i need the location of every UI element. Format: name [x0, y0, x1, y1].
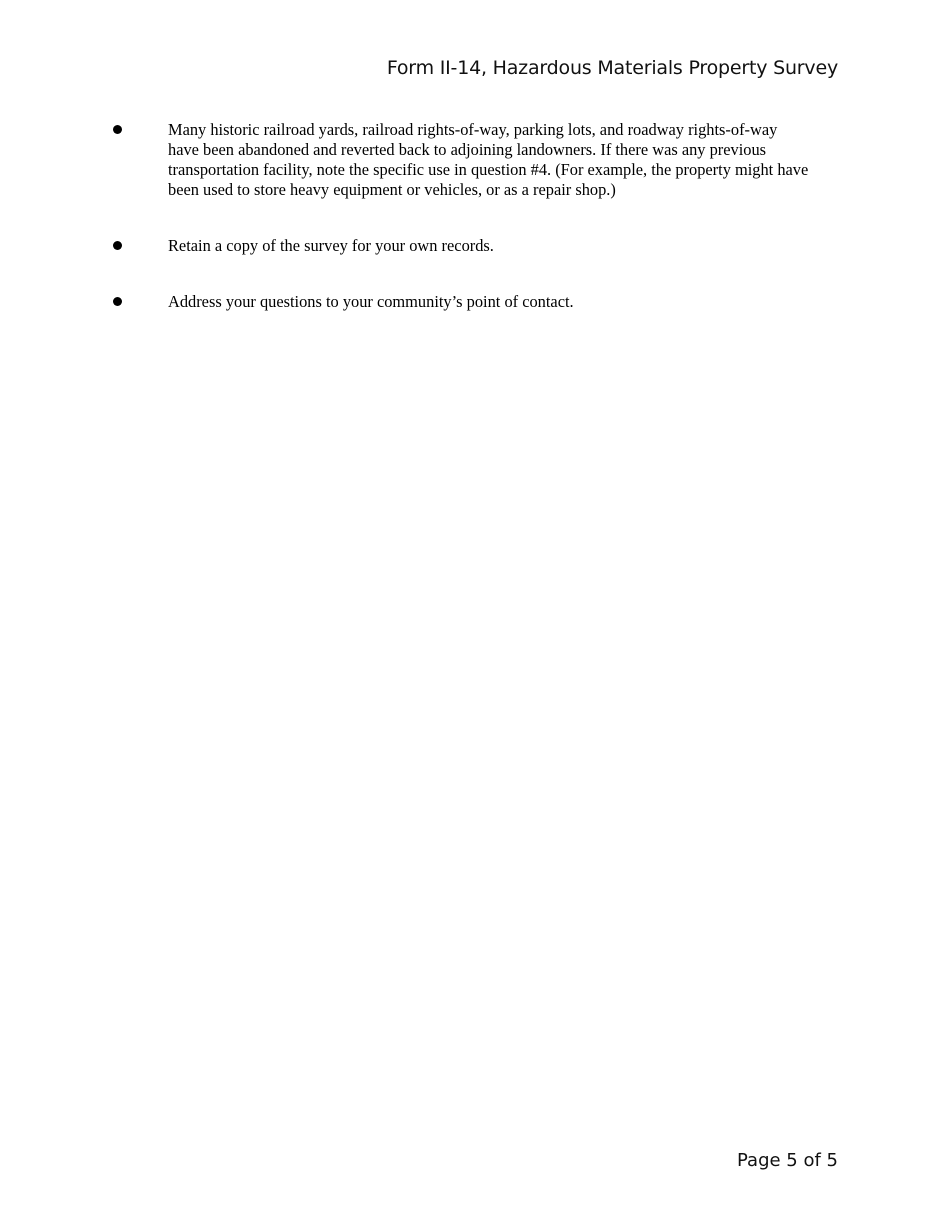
page-number: Page 5 of 5: [737, 1150, 838, 1171]
form-title-header: Form II-14, Hazardous Materials Property Survey: [386, 57, 838, 79]
bullet-icon: [113, 125, 122, 134]
bullet-icon: [113, 297, 122, 306]
instruction-list: [110, 120, 810, 348]
list-item: [110, 120, 810, 200]
bullet-icon: [113, 241, 122, 250]
bullet-text: Many historic railroad yards, railroad rights-of-way, parking lots, and roadway rights-of-way have been abandoned and reverted back to adjoining landowners. If there was any previous transportation facility, note the specific use in question #4. (For example, the property might have been used to store heavy equipment or vehicles, or as a repair shop.): [168, 120, 809, 199]
list-item: [110, 292, 810, 312]
bullet-text: Address your questions to your community’s point of contact.: [168, 292, 574, 311]
bullet-text: Retain a copy of the survey for your own records.: [168, 236, 494, 255]
list-item: [110, 236, 810, 256]
